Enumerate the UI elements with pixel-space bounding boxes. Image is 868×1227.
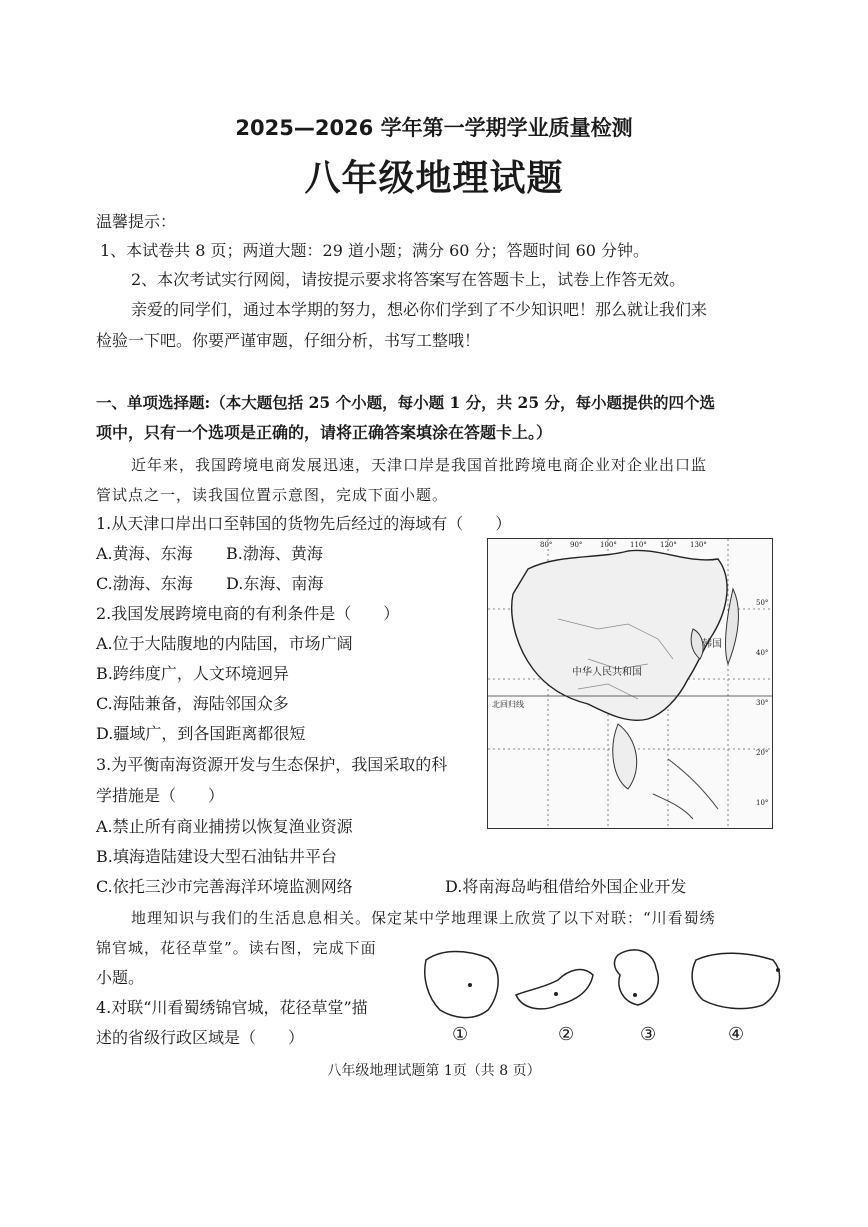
question-3-option-c: C.依托三沙市完善海洋环境监测网络 [96,877,353,896]
section1-heading-line-1: 一、单项选择题:（本大题包括 25 个小题，每小题 1 分，共 25 分，每小题提供的四个选 [96,393,716,412]
question-3-stem-line-1: 3.为平衡南海资源开发与生态保护，我国采取的科 [96,755,448,774]
note-item-2: 2、本次考试实行网阅，请按提示要求将答案写在答题卡上，试卷上作答无效。 [131,270,686,289]
map-lon-label: 110° [630,541,647,549]
province-shapes [418,940,798,1050]
greeting-line-1: 亲爱的同学们，通过本学期的努力，想必你们学到了不少知识吧！那么就让我们来 [131,300,708,319]
question-1-option-b: B.渤海、黄海 [226,544,323,563]
map-label-china: 中华人民共和国 [572,667,642,678]
question-3-option-b: B.填海造陆建设大型石油钻井平台 [96,847,337,866]
question-2-option-d: D.疆域广，到各国距离都很短 [96,724,306,743]
passage1-line-2: 管试点之一，读我国位置示意图，完成下面小题。 [96,486,449,504]
shape-label-4: ④ [728,1024,745,1045]
map-lon-label: 120° [660,541,677,549]
question-4-stem-line-1: 4.对联“川看蜀绣锦官城，花径草堂”描 [96,998,368,1017]
map-lon-label: 90° [570,541,583,549]
china-map-drawing [488,539,772,828]
question-2-option-c: C.海陆兼备，海陆邻国众多 [96,694,289,713]
exam-title: 八年级地理试题 [304,158,564,199]
question-2-option-a: A.位于大陆腹地的内陆国，市场广阔 [96,634,353,653]
question-3-option-a: A.禁止所有商业捕捞以恢复渔业资源 [96,817,353,836]
passage2-line-3: 小题。 [96,968,145,987]
map-label-tropic: 北回归线 [492,700,524,709]
notes-heading: 温馨提示： [96,212,177,231]
question-2-option-b: B.跨纬度广，人文环境迥异 [96,664,289,683]
shape-label-3: ③ [640,1024,657,1045]
page-footer: 八年级地理试题第 1页（共 8 页） [327,1063,541,1079]
china-location-map [487,538,773,829]
map-lat-label: 40° [756,649,769,657]
map-lat-label: 10° [756,799,769,807]
section1-heading-line-2: 项中，只有一个选项是正确的，请将正确答案填涂在答题卡上。） [96,423,553,442]
question-1-stem: 1.从天津口岸出口至韩国的货物先后经过的海域有（ ） [96,514,512,533]
question-1-option-c: C.渤海、东海 [96,574,193,593]
note-item-1: 1、本试卷共 8 页；两道大题：29 道小题；满分 60 分；答题时间 60 分钟。 [100,241,650,260]
passage2-line-1: 地理知识与我们的生活息息相关。保定某中学地理课上欣赏了以下对联：“川看蜀绣 [131,909,716,927]
map-lat-label: 30° [756,699,769,707]
question-3-stem-line-2: 学措施是（ ） [96,786,225,805]
passage1-line-1: 近年来，我国跨境电商发展迅速，天津口岸是我国首批跨境电商企业对企业出口监 [131,456,708,474]
question-1-option-d: D.东海、南海 [226,574,324,593]
exam-header: 2025—2026 学年第一学期学业质量检测 [235,116,633,140]
map-lat-label: 50° [756,599,769,607]
shape-label-2: ② [558,1024,575,1045]
question-1-option-a: A.黄海、东海 [96,544,193,563]
map-label-korea: 韩国 [702,639,722,650]
question-3-option-d: D.将南海岛屿租借给外国企业开发 [445,877,687,896]
map-lon-label: 80° [540,541,553,549]
passage2-line-2: 锦官城，花径草堂”。读右图，完成下面 [96,939,377,957]
question-4-stem-line-2: 述的省级行政区域是（ ） [96,1028,305,1047]
question-2-stem: 2.我国发展跨境电商的有利条件是（ ） [96,604,400,623]
map-lat-label: 20° [756,749,769,757]
shape-label-1: ① [452,1024,469,1045]
map-lon-label: 130° [690,541,707,549]
greeting-line-2: 检验一下吧。你要严谨审题，仔细分析，书写工整哦！ [96,331,481,350]
map-lon-label: 100° [600,541,617,549]
